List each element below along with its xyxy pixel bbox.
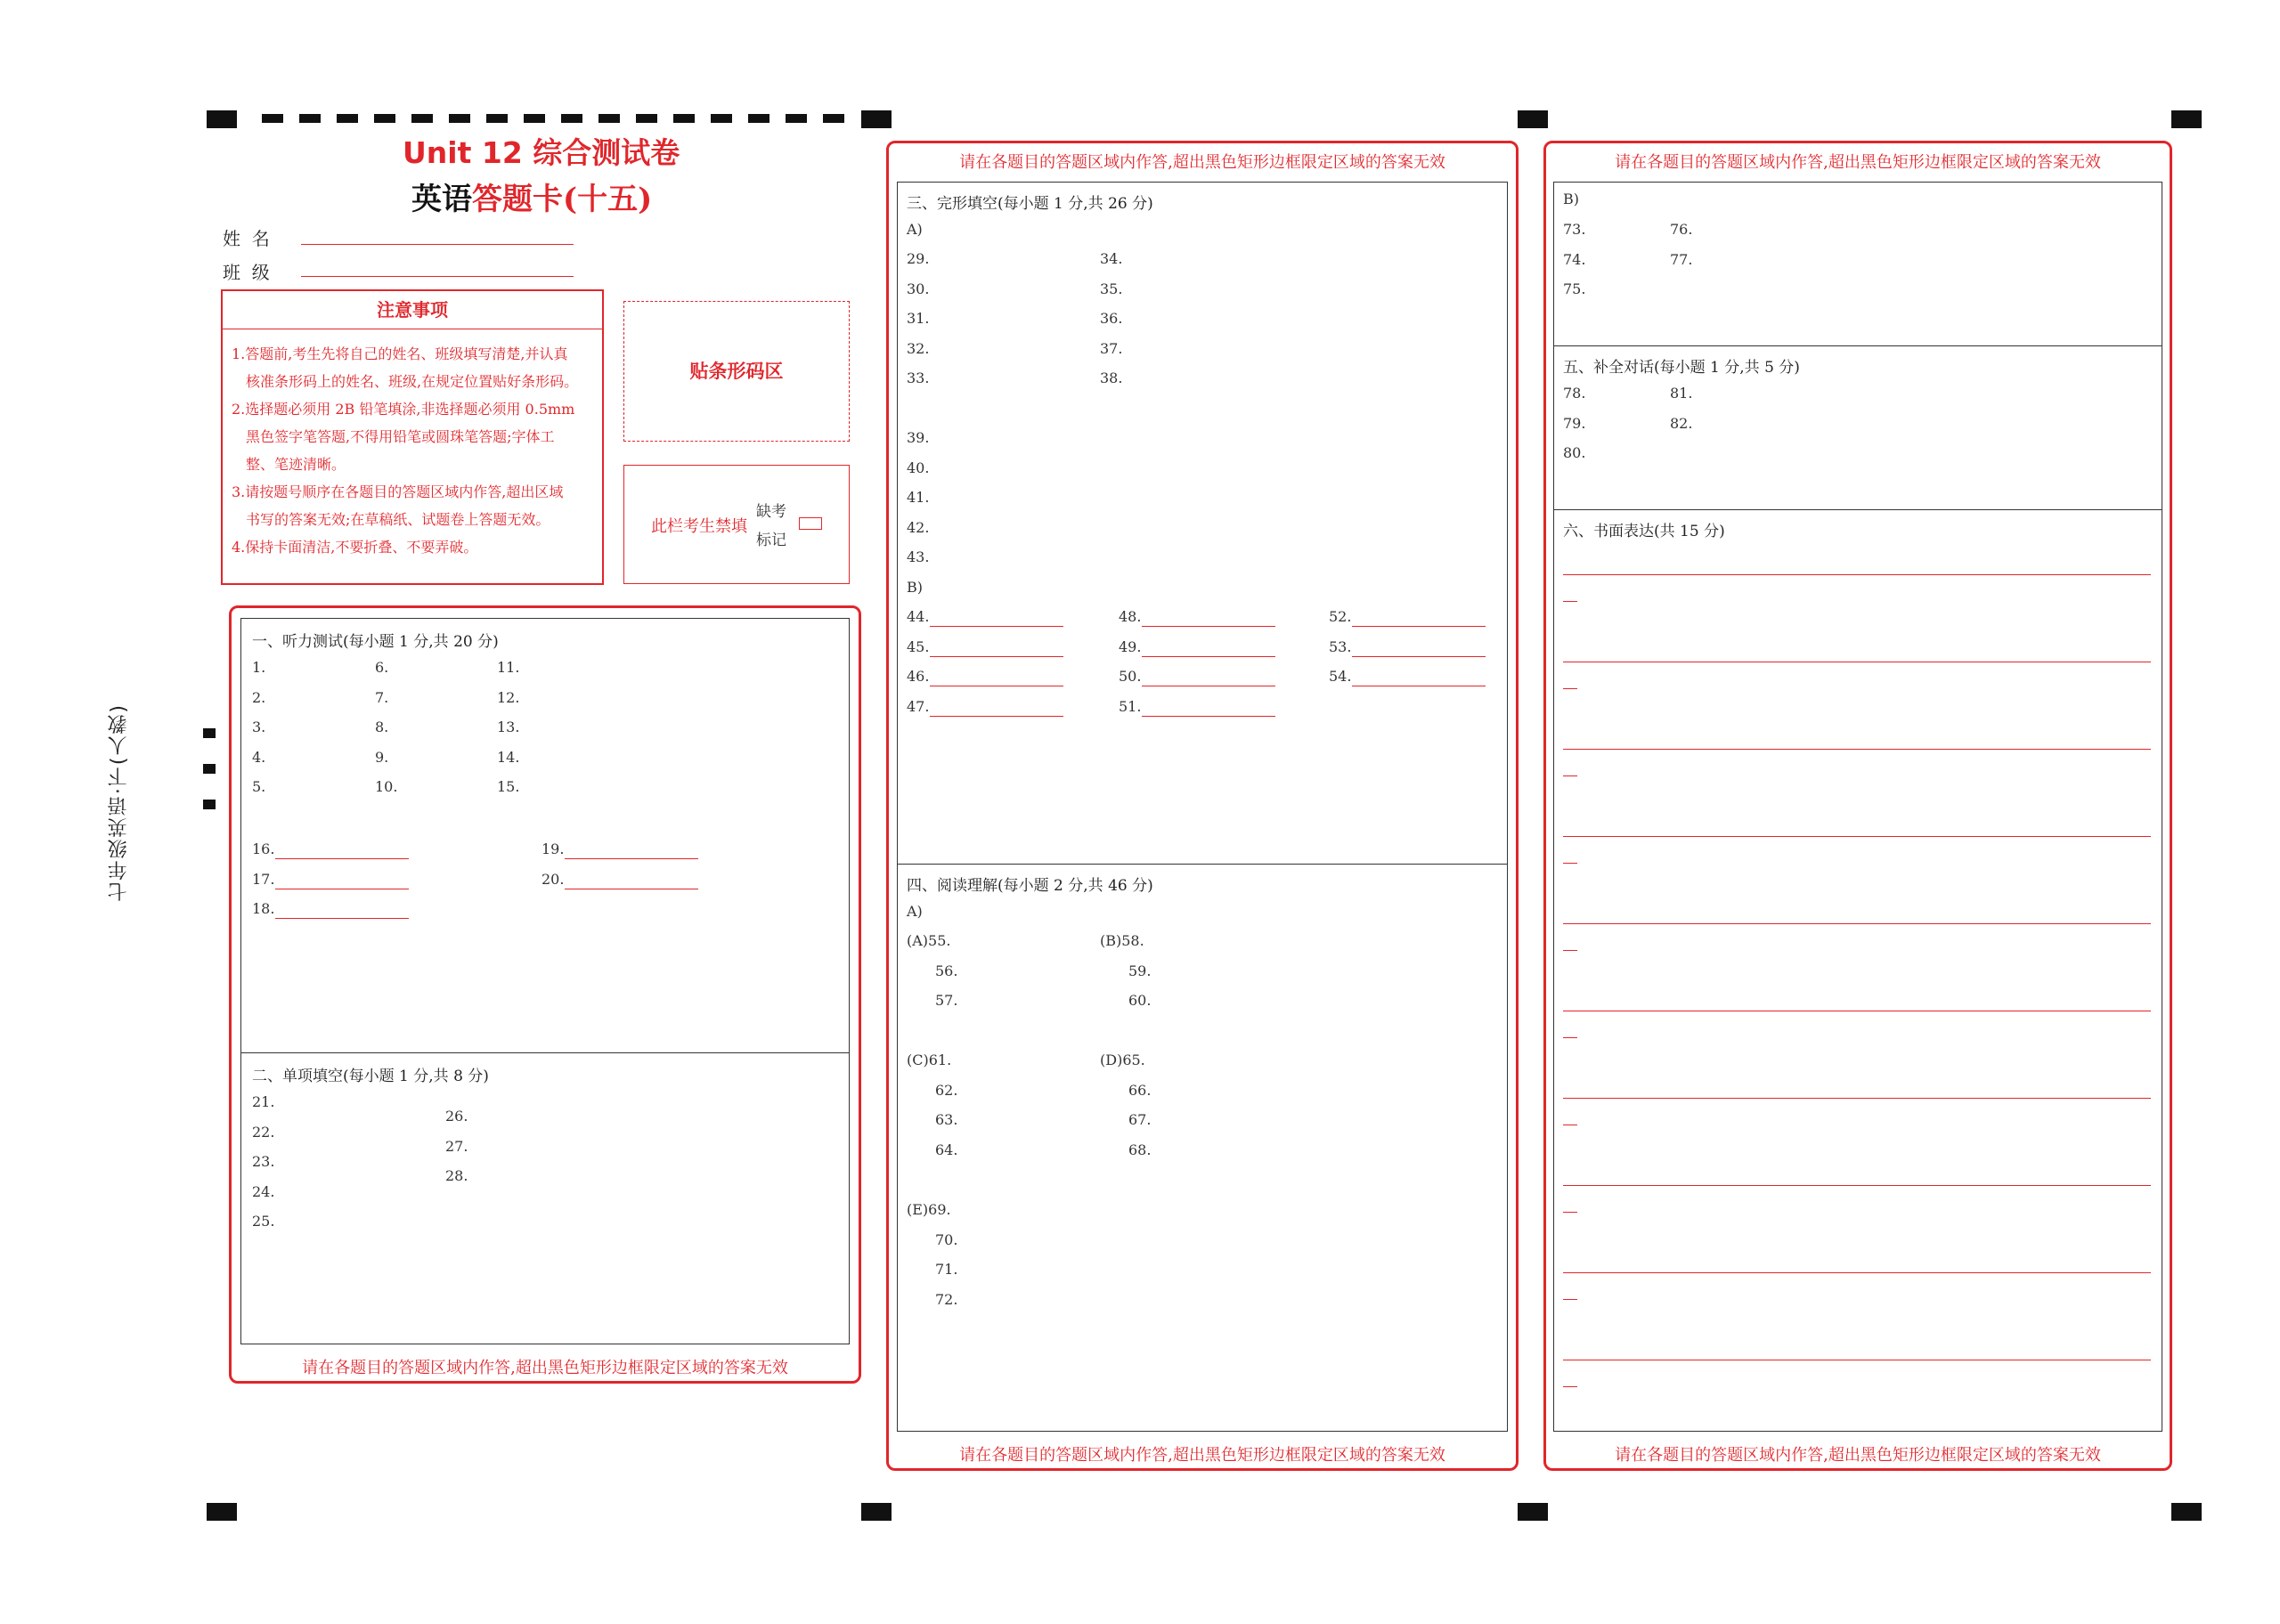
question-number: 78. xyxy=(1563,385,1586,402)
question-number: 24. xyxy=(252,1182,275,1200)
section-title-reading: 四、阅读理解(每小题 2 分,共 46 分) xyxy=(907,877,1153,895)
part-label: A) xyxy=(907,903,923,920)
question-number: 37. xyxy=(1100,339,1123,357)
absent-mark-line2: 标记 xyxy=(756,532,786,549)
section-divider xyxy=(1553,345,2162,346)
question-number: 48. xyxy=(1119,608,1142,625)
dash-mark xyxy=(748,114,770,123)
question-number: 72. xyxy=(935,1290,958,1308)
answer-blank[interactable] xyxy=(275,918,409,919)
writing-line-start xyxy=(1563,1037,1577,1038)
question-number: 26. xyxy=(445,1108,468,1125)
question-number: 23. xyxy=(252,1153,275,1170)
section-title-single-choice: 二、单项填空(每小题 1 分,共 8 分) xyxy=(252,1068,489,1085)
writing-line[interactable] xyxy=(1563,574,2151,575)
question-number: 2. xyxy=(252,688,266,706)
question-number: 21. xyxy=(252,1093,275,1110)
spine-label xyxy=(105,703,159,935)
notice-item: 书写的答案无效;在草稿纸、试题卷上答题无效。 xyxy=(246,511,550,528)
writing-line-start xyxy=(1563,1212,1577,1213)
question-number: 38. xyxy=(1100,369,1123,386)
side-mark xyxy=(203,764,216,774)
question-number: 44. xyxy=(907,608,930,625)
section-title-listening: 一、听力测试(每小题 1 分,共 20 分) xyxy=(252,633,499,651)
question-number: 16. xyxy=(252,840,275,857)
dash-mark xyxy=(524,114,545,123)
question-number: 36. xyxy=(1100,310,1123,327)
question-number: 10. xyxy=(375,778,398,795)
absent-mark-label xyxy=(756,498,786,555)
question-number: 76. xyxy=(1670,221,1693,238)
notice-item: 4.保持卡面清洁,不要折叠、不要弄破。 xyxy=(232,539,478,556)
question-number: 80. xyxy=(1563,444,1586,461)
answer-blank[interactable] xyxy=(1142,626,1275,627)
dash-mark xyxy=(486,114,508,123)
dash-mark xyxy=(673,114,695,123)
notice-item: 2.选择题必须用 2B 铅笔填涂,非选择题必须用 0.5mm xyxy=(232,401,575,418)
section-divider xyxy=(240,1052,850,1053)
question-number: 13. xyxy=(497,719,520,735)
question-number: 68. xyxy=(1128,1141,1152,1158)
card-title: Unit 12 综合测试卷 xyxy=(403,135,680,170)
question-number: 77. xyxy=(1670,250,1693,268)
question-number: 40. xyxy=(907,459,930,476)
question-number: 67. xyxy=(1128,1111,1152,1128)
writing-line[interactable] xyxy=(1563,1272,2151,1273)
dash-mark xyxy=(299,114,321,123)
answer-frame-col1 xyxy=(240,618,850,1344)
section-divider xyxy=(897,864,1508,865)
class-label: 班 级 xyxy=(223,262,270,283)
dash-mark xyxy=(711,114,732,123)
barcode-label: 贴条形码区 xyxy=(689,361,784,382)
notice-item: 核准条形码上的姓名、班级,在规定位置贴好条形码。 xyxy=(246,373,579,390)
side-mark xyxy=(203,728,216,738)
spine-text: 七年级英语·下(人教) xyxy=(108,703,130,902)
question-number: (E)69. xyxy=(907,1201,951,1218)
question-number: 7. xyxy=(375,688,389,706)
question-number: 82. xyxy=(1670,414,1693,432)
part-label: B) xyxy=(1563,191,1579,207)
dash-mark xyxy=(636,114,657,123)
dash-mark xyxy=(337,114,358,123)
notice-title: 注意事项 xyxy=(223,291,602,329)
question-number: 1. xyxy=(252,659,266,676)
question-number: 50. xyxy=(1119,668,1142,685)
notice-item: 3.请按题号顺序在各题目的答题区域内作答,超出区域 xyxy=(232,483,564,500)
question-number: 4. xyxy=(252,748,266,766)
absent-mark-line1: 缺考 xyxy=(756,503,786,521)
corner-mark xyxy=(1518,110,1548,128)
dash-mark xyxy=(262,114,283,123)
section-title-writing: 六、书面表达(共 15 分) xyxy=(1563,523,1725,540)
writing-line[interactable] xyxy=(1563,1098,2151,1099)
writing-line[interactable] xyxy=(1563,749,2151,750)
writing-line[interactable] xyxy=(1563,836,2151,837)
answer-blank[interactable] xyxy=(275,858,409,859)
writing-line-start xyxy=(1563,1386,1577,1387)
part-label: B) xyxy=(907,579,923,596)
answer-blank[interactable] xyxy=(565,858,698,859)
boundary-warning: 请在各题目的答题区域内作答,超出黑色矩形边框限定区域的答案无效 xyxy=(302,1359,788,1377)
writing-line-start xyxy=(1563,688,1577,689)
corner-mark xyxy=(861,1503,892,1521)
writing-line[interactable] xyxy=(1563,1185,2151,1186)
question-number: (A)55. xyxy=(907,932,951,949)
question-number: 9. xyxy=(375,748,389,766)
question-number: 42. xyxy=(907,518,930,536)
question-number: 62. xyxy=(935,1081,958,1099)
writing-line-start xyxy=(1563,863,1577,864)
question-number: 60. xyxy=(1128,992,1152,1009)
dash-mark xyxy=(823,114,844,123)
question-number: 73. xyxy=(1563,221,1586,238)
question-number: 34. xyxy=(1100,250,1123,267)
dash-mark xyxy=(411,114,433,123)
question-number: 59. xyxy=(1128,962,1152,979)
class-field[interactable] xyxy=(301,276,574,277)
answer-blank[interactable] xyxy=(930,626,1063,627)
notice-item: 1.答题前,考生先将自己的姓名、班级填写清楚,并认真 xyxy=(232,345,568,362)
boundary-warning: 请在各题目的答题区域内作答,超出黑色矩形边框限定区域的答案无效 xyxy=(1615,153,2101,172)
question-number: 29. xyxy=(907,250,930,267)
dash-mark xyxy=(598,114,620,123)
boundary-warning: 请在各题目的答题区域内作答,超出黑色矩形边框限定区域的答案无效 xyxy=(959,1446,1445,1465)
corner-mark xyxy=(1518,1503,1548,1521)
notice-item: 整、笔迹清晰。 xyxy=(246,456,346,473)
question-number: 30. xyxy=(907,280,930,297)
dash-mark xyxy=(374,114,395,123)
corner-mark xyxy=(2171,110,2202,128)
question-number: 20. xyxy=(542,870,565,888)
question-number: 17. xyxy=(252,870,275,888)
absent-label: 此栏考生禁填 xyxy=(651,517,747,536)
question-number: 25. xyxy=(252,1213,275,1230)
answer-frame-col2 xyxy=(897,182,1508,1432)
question-number: 12. xyxy=(497,688,520,706)
question-number: 74. xyxy=(1563,250,1586,268)
question-number: 11. xyxy=(497,659,520,676)
writing-line-start xyxy=(1563,601,1577,602)
dash-mark xyxy=(786,114,807,123)
question-number: 52. xyxy=(1329,608,1352,625)
section-title-dialogue: 五、补全对话(每小题 1 分,共 5 分) xyxy=(1563,359,1800,377)
question-number: 41. xyxy=(907,489,930,506)
card-name-text: 答题卡(十五) xyxy=(472,182,653,217)
answer-blank[interactable] xyxy=(930,716,1063,717)
card-subtitle xyxy=(411,175,652,218)
notice-list xyxy=(223,329,602,561)
question-number: 22. xyxy=(252,1123,275,1141)
notice-item: 黑色签字笔答题,不得用铅笔或圆珠笔答题;字体工 xyxy=(246,428,555,445)
question-number: 35. xyxy=(1100,280,1123,297)
writing-line-start xyxy=(1563,775,1577,776)
corner-mark xyxy=(2171,1503,2202,1521)
question-number: 15. xyxy=(497,778,520,795)
name-field[interactable] xyxy=(301,244,574,245)
answer-blank[interactable] xyxy=(1142,656,1275,657)
question-number: 31. xyxy=(907,310,930,327)
question-number: 75. xyxy=(1563,280,1586,297)
subject-text: 英语 xyxy=(411,182,472,217)
question-number: 14. xyxy=(497,748,520,766)
question-number: 70. xyxy=(935,1230,958,1248)
question-number: 66. xyxy=(1128,1081,1152,1099)
question-number: 63. xyxy=(935,1111,958,1128)
question-number: 57. xyxy=(935,992,958,1009)
writing-line-start xyxy=(1563,1299,1577,1300)
barcode-area[interactable] xyxy=(623,301,850,442)
question-number: 27. xyxy=(445,1137,468,1155)
section-title-cloze: 三、完形填空(每小题 1 分,共 26 分) xyxy=(907,195,1153,213)
question-number: 32. xyxy=(907,339,930,357)
writing-line-start xyxy=(1563,950,1577,951)
question-number: 5. xyxy=(252,778,266,795)
question-number: 3. xyxy=(252,719,266,735)
question-number: (D)65. xyxy=(1100,1052,1145,1068)
question-number: 39. xyxy=(907,429,930,446)
question-number: 64. xyxy=(935,1141,958,1158)
question-number: 56. xyxy=(935,962,958,979)
question-number: 46. xyxy=(907,668,930,685)
boundary-warning: 请在各题目的答题区域内作答,超出黑色矩形边框限定区域的答案无效 xyxy=(1615,1446,2101,1465)
answer-blank[interactable] xyxy=(1142,716,1275,717)
question-number: 6. xyxy=(375,659,389,676)
question-number: 18. xyxy=(252,900,275,917)
question-number: 71. xyxy=(935,1261,958,1278)
question-number: 54. xyxy=(1329,668,1352,685)
absent-box xyxy=(623,465,850,584)
question-number: 81. xyxy=(1670,385,1693,402)
writing-line[interactable] xyxy=(1563,923,2151,924)
question-number: 28. xyxy=(445,1167,468,1184)
dash-mark xyxy=(561,114,582,123)
question-number: (B)58. xyxy=(1100,932,1144,949)
part-label: A) xyxy=(907,221,923,238)
question-number: 19. xyxy=(542,840,565,857)
side-mark xyxy=(203,800,216,809)
absent-checkbox[interactable] xyxy=(799,517,822,530)
boundary-warning: 请在各题目的答题区域内作答,超出黑色矩形边框限定区域的答案无效 xyxy=(959,153,1445,172)
corner-mark xyxy=(207,1503,237,1521)
corner-mark xyxy=(861,110,892,128)
question-number: 49. xyxy=(1119,637,1142,655)
question-number: 33. xyxy=(907,369,930,386)
section-divider xyxy=(1553,509,2162,510)
question-number: 51. xyxy=(1119,697,1142,715)
question-number: (C)61. xyxy=(907,1052,952,1068)
notice-box xyxy=(221,289,604,585)
answer-blank[interactable] xyxy=(930,656,1063,657)
answer-blank[interactable] xyxy=(1352,656,1486,657)
question-number: 53. xyxy=(1329,637,1352,655)
question-number: 45. xyxy=(907,637,930,655)
dash-mark xyxy=(449,114,470,123)
name-label: 姓 名 xyxy=(223,228,270,249)
corner-mark xyxy=(207,110,237,128)
question-number: 79. xyxy=(1563,414,1586,432)
question-number: 47. xyxy=(907,697,930,715)
question-number: 8. xyxy=(375,719,389,735)
answer-blank[interactable] xyxy=(1352,626,1486,627)
question-number: 43. xyxy=(907,548,930,565)
